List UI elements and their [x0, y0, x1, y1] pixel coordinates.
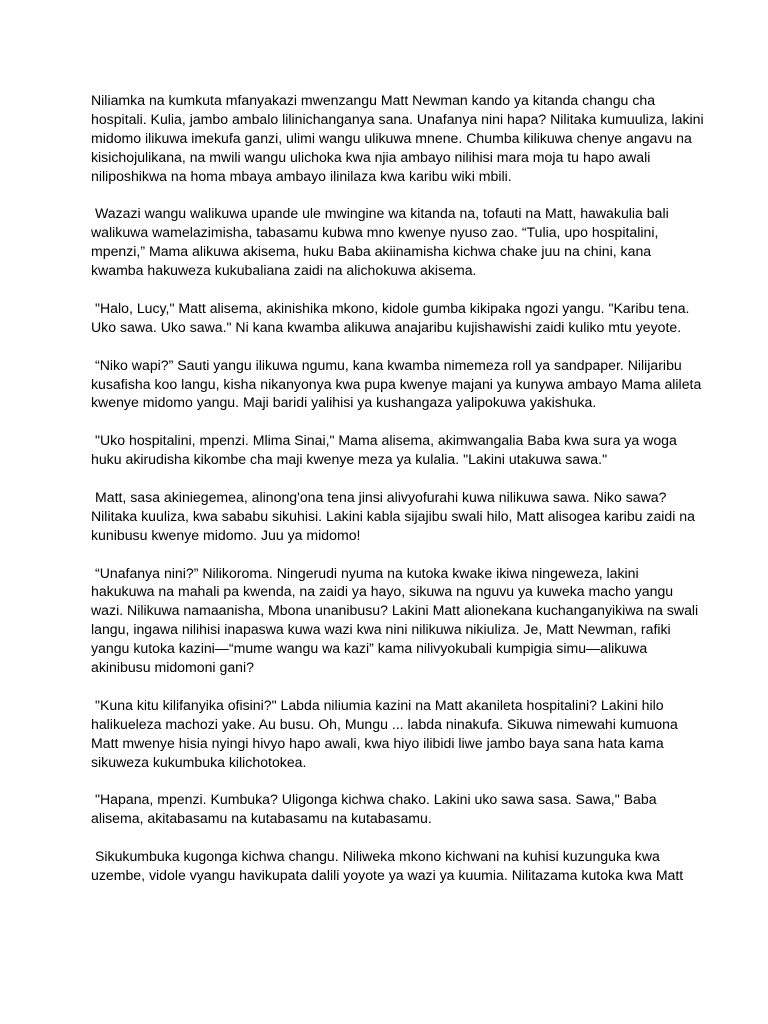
paragraph: “Unafanya nini?” Nilikoroma. Ningerudi nyuma na kutoka kwake ikiwa ningeweza, lakini hakukuwa na mahali pa kwenda, na zaidi ya hayo, sikuwa na nguvu ya kuweka macho yangu wazi. Nilikuwa namaanisha, Mbona unanibusu? Lakini Matt alionekana kuchanganyikiwa na swali langu, ingawa nilihisi inapaswa kuwa wazi kwa nini nilikuwa nikiuliza. Je, Matt Newman, rafiki yangu kutoka kazini—“mume wangu wa kazi” kama nilivyokubali kumpigia simu—alikuwa akinibusu midomoni gani?: [91, 564, 699, 676]
paragraph: Niliamka na kumkuta mfanyakazi mwenzangu Matt Newman kando ya kitanda changu cha hospitali. Kulia, jambo ambalo lilinichanganya sana. Unafanya nini hapa? Nilitaka kumuuliza, lakini midomo ilikuwa imekufa ganzi, ulimi wangu ulikuwa mnene. Chumba kilikuwa chenye angavu na kisichojulikana, na mwili wangu ulichoka kwa njia ambayo nilihisi mara moja tu hapo awali niliposhikwa na homa mbaya ambayo ilinilaza kwa karibu wiki mbili.: [91, 92, 704, 184]
paragraph: Matt, sasa akiniegemea, alinong'ona tena jinsi alivyofurahi kuwa nilikuwa sawa. Niko sawa? Nilitaka kuuliza, kwa sababu sikuhisi. Lakini kabla sijajibu swali hilo, Matt alisogea karibu zaidi na kunibusu kwenye midomo. Juu ya midomo!: [91, 488, 695, 543]
paragraph: "Uko hospitalini, mpenzi. Mlima Sinai," Mama alisema, akimwangalia Baba kwa sura ya woga huku akirudisha kikombe cha maji kwenye meza ya kulalia. "Lakini utakuwa sawa.": [91, 432, 677, 468]
paragraph: "Halo, Lucy," Matt alisema, akinishika mkono, kidole gumba kikipaka ngozi yangu. "Karibu tena. Uko sawa. Uko sawa." Ni kana kwamba alikuwa anajaribu kujishawishi zaidi kuliko mtu yeyote.: [91, 299, 690, 335]
paragraph: Sikukumbuka kugonga kichwa changu. Niliweka mkono kichwani na kuhisi kuzunguka kwa uzembe, vidole vyangu havikupata dalili yoyote ya wazi ya kuumia. Nilitazama kutoka kwa Matt: [91, 848, 684, 884]
paragraph: Wazazi wangu walikuwa upande ule mwingine wa kitanda na, tofauti na Matt, hawakulia bali walikuwa wamelazimisha, tabasamu kubwa mno kwenye nyuso zao. “Tulia, upo hospitalini, mpenzi,” Mama alikuwa akisema, huku Baba akiinamisha kichwa chake juu na chini, kana kwamba hakuweza kukubaliana zaidi na alichokuwa akisema.: [91, 205, 669, 279]
paragraph: "Kuna kitu kilifanyika ofisini?" Labda niliumia kazini na Matt akanileta hospitalini? Lakini hilo halikueleza machozi yake. Au busu. Oh, Mungu ... labda ninakufa. Sikuwa nimewahi kumuona Matt mwenye hisia nyingi hivyo hapo awali, kwa hiyo ilibidi liwe jambo baya sana hata kama sikuweza kukumbuka kilichotokea.: [91, 696, 678, 770]
paragraph: “Niko wapi?” Sauti yangu ilikuwa ngumu, kana kwamba nimemeza roll ya sandpaper. Nilijaribu kusafisha koo langu, kisha nikanyonya kwa pupa kwenye majani ya kunywa ambayo Mama alileta kwenye midomo yangu. Maji baridi yalihisi ya kushangaza yalipokuwa yakishuka.: [91, 356, 702, 411]
paragraph: "Hapana, mpenzi. Kumbuka? Uligonga kichwa chako. Lakini uko sawa sasa. Sawa," Baba alisema, akitabasamu na kutabasamu na kutabasamu.: [91, 791, 657, 827]
